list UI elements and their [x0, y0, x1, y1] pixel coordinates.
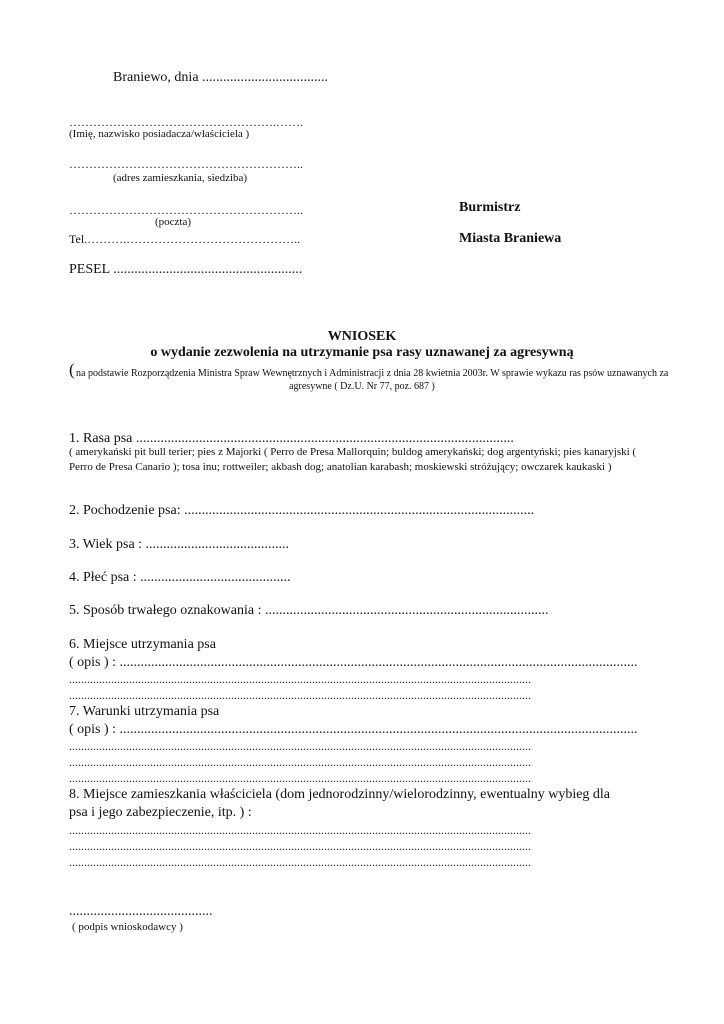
- signature-dots: .........................................: [69, 904, 213, 919]
- field-conditions-opis: ( opis ) : ....................................................................................................................................................: [69, 722, 638, 737]
- field-conditions-title: 7. Warunki utrzymania psa: [69, 704, 220, 719]
- place-date-line: Braniewo, dnia ....................................: [113, 70, 329, 85]
- field-conditions-dots-3: ..........................................................................................................................................................: [69, 771, 531, 785]
- field-place-dots-1: ..........................................................................................................................................................: [69, 672, 531, 686]
- signature-label: ( podpis wnioskodawcy ): [72, 921, 183, 933]
- field-place-dots-2: ..........................................................................................................................................................: [69, 688, 531, 702]
- field-origin: 2. Pochodzenie psa: ....................................................................................................: [69, 503, 535, 518]
- field-conditions-dots-1: ..........................................................................................................................................................: [69, 739, 531, 753]
- field-residence-dots-1: ..........................................................................................................................................................: [69, 823, 531, 837]
- legal-basis-line1: na podstawie Rozporządzenia Ministra Spraw Wewnętrznych i Administracji z dnia 28 kwietnia 2003r. W sprawie wykazu ras psów uznawanych za: [76, 368, 669, 379]
- legal-basis-line2: agresywne ( Dz.U. Nr 77, poz. 687 ): [289, 381, 435, 392]
- legal-basis-paren: (: [69, 360, 75, 379]
- owner-name-dots: …………………………………………….…….: [69, 115, 303, 129]
- field-age: 3. Wiek psa : .........................................: [69, 537, 290, 552]
- recipient-line1: Burmistrz: [459, 200, 521, 215]
- address-dots: …………………………………………………..: [69, 157, 303, 171]
- field-conditions-dots-2: ..........................................................................................................................................................: [69, 755, 531, 769]
- post-label: (poczta): [155, 216, 192, 228]
- field-sex: 4. Płeć psa : ...........................................: [69, 570, 291, 585]
- recipient-line2: Miasta Braniewa: [459, 231, 562, 246]
- pesel-line: PESEL ......................................................: [69, 262, 303, 277]
- owner-name-label: (Imię, nazwisko posiadacza/właściciela ): [69, 128, 250, 140]
- field-marking: 5. Sposób trwałego oznakowania : .................................................................................: [69, 603, 549, 618]
- field-residence-title: 8. Miejsce zamieszkania właściciela (dom jednorodzinny/wielorodzinny, ewentualny wybieg dla: [69, 787, 611, 802]
- field-residence-title2: psa i jego zabezpieczenie, itp. ) :: [69, 805, 252, 820]
- field-place-title: 6. Miejsce utrzymania psa: [69, 637, 216, 652]
- field-residence-dots-2: ..........................................................................................................................................................: [69, 839, 531, 853]
- document-subtitle: o wydanie zezwolenia na utrzymanie psa rasy uznawanej za agresywną: [150, 345, 574, 360]
- post-dots: …………………………………………………..: [69, 203, 303, 217]
- field-residence-dots-3: ..........................................................................................................................................................: [69, 855, 531, 869]
- address-label: (adres zamieszkania, siedziba): [113, 172, 248, 184]
- document-title: WNIOSEK: [327, 329, 397, 344]
- field-place-opis: ( opis ) : ....................................................................................................................................................: [69, 655, 638, 670]
- field-breed-note: ( amerykański pit bull terier; pies z Majorki ( Perro de Presa Mallorquin; buldog amerykański; dog argentyński; pies kanaryjski ( Perro de Presa Canario ); tosa inu; rottweiler; akbash dog; anatolian karabash; moskiewski stróżujący; owczarek kaukaski ): [69, 446, 637, 473]
- tel-line: Tel.……….……………………………………..: [69, 232, 301, 246]
- field-breed: 1. Rasa psa ............................................................................................................: [69, 431, 514, 446]
